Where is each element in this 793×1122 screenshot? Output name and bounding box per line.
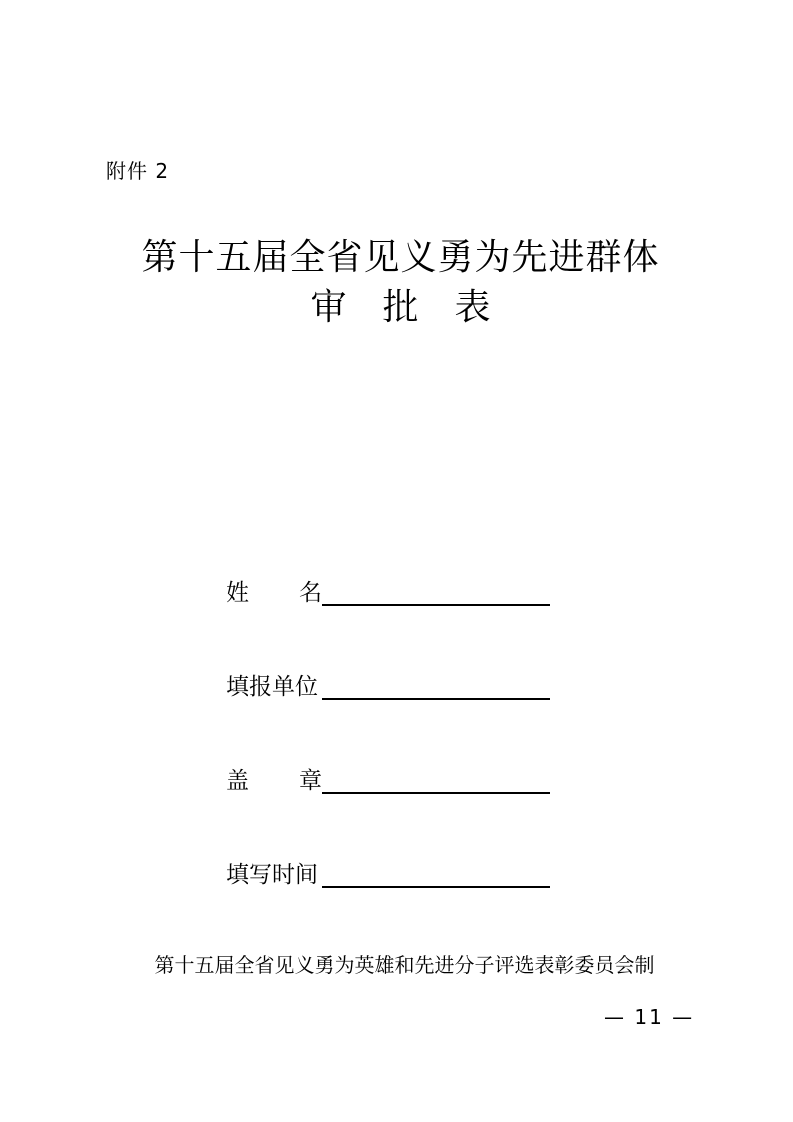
fill-date-label [226,860,322,890]
page-number: — 11 — [604,1005,695,1029]
name-label-char-1: 姓 [226,580,249,606]
seal-input-line[interactable] [322,764,550,794]
reporting-unit-input-line[interactable] [322,670,550,700]
fill-date-input-line[interactable] [322,858,550,888]
seal-field-label [226,766,322,796]
document-subtitle: 审批表 [310,287,527,328]
attachment-label: 附件 2 [106,159,170,183]
name-input-line[interactable] [322,576,550,606]
seal-label-char-2: 章 [299,768,322,794]
reporting-unit-label [226,672,322,702]
reporting-unit-field [226,666,550,702]
name-field [226,572,550,608]
seal-field [226,760,550,796]
name-field-label [226,578,322,608]
seal-label-char-1: 盖 [226,768,249,794]
document-title: 第十五届全省见义勇为先进群体 [141,237,660,278]
fill-date-label-text: 填写时间 [226,862,318,888]
fill-date-field [226,854,550,890]
issuing-organization: 第十五届全省见义勇为英雄和先进分子评选表彰委员会制 [154,953,655,977]
name-label-char-2: 名 [299,580,322,606]
reporting-unit-label-text: 填报单位 [226,674,318,700]
